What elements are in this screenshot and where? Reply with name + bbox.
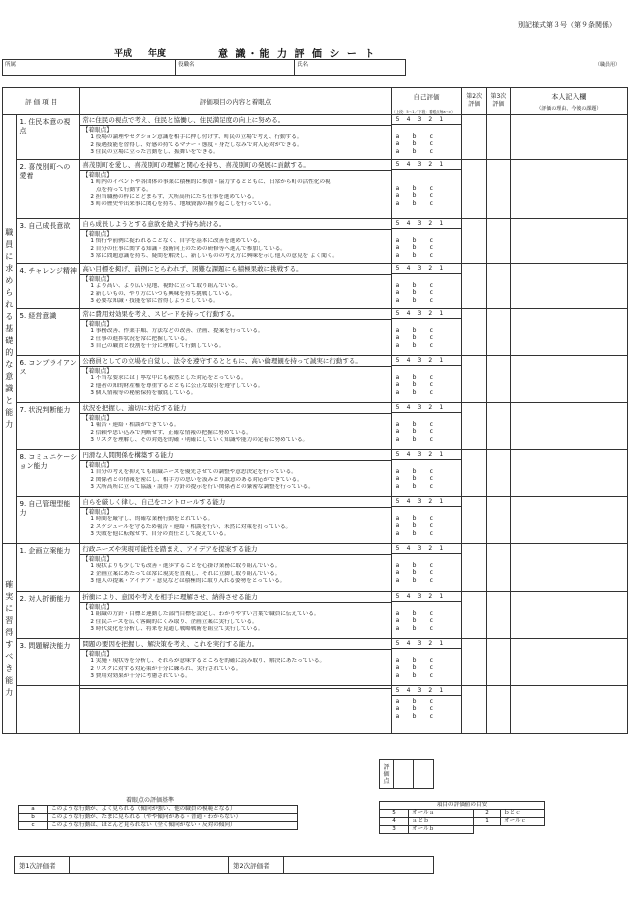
point-label: 【着眼点】 [82, 276, 113, 283]
memo-cell[interactable] [510, 403, 627, 450]
item-standard: 行政ニーズや実現可能性を踏まえ、アイデアを提案する能力 [80, 544, 390, 555]
abc-options[interactable]: a b c [395, 185, 433, 192]
score-options[interactable]: 5 4 3 2 1 [392, 450, 462, 460]
abc-options[interactable]: a b c [395, 475, 433, 483]
abc-options[interactable]: a b c [395, 569, 433, 577]
point-text: 1 事務改善、作業手順、方法などの改善、企画、提案を行っている。 [90, 328, 264, 335]
point-text: 3 大所高所に立って協議・説得・方針の提示を行い関係者との緊密な調整を行っている。 [90, 483, 314, 490]
abc-options[interactable]: a b c [395, 296, 433, 304]
item-content [80, 264, 391, 309]
abc-options[interactable]: a b c [395, 482, 433, 490]
second-score-cell[interactable] [462, 450, 487, 497]
criterion-row [3, 544, 628, 592]
point-label: 【着眼点】 [82, 172, 113, 179]
header-content: 評価項目の内容と着眼点 [80, 88, 391, 115]
point-text: 2 住民ニーズを広く客観的にくみ取り、企画立案に実行している。 [90, 618, 258, 625]
item-name: 7. 状況判断能力 [16, 403, 80, 450]
item-content [80, 160, 391, 219]
item-name: 6. コンプライアンス [16, 356, 80, 403]
point-text: 2 信頼や思い込みで判断せず、正確な情報の把握に努めている。 [90, 429, 252, 436]
criterion-row [3, 309, 628, 356]
score-options[interactable]: 5 4 3 2 1 [392, 497, 462, 507]
item-standard: 円滑な人間関係を構築する能力 [80, 450, 390, 461]
point-text: 3 必要な知識・技能を常に習得しようとしている。 [90, 297, 219, 304]
abc-options[interactable]: a b c [395, 289, 433, 297]
item-name: 3. 自己成長意欲 [16, 219, 80, 264]
category-label: 確実に習得すべき能力 [3, 544, 17, 734]
item-name: 4. チャレンジ精神 [16, 264, 80, 309]
point-text: 1 慣行や前例に捉われることなく、自学を基本に改善を進めている。 [90, 238, 264, 245]
item-name: 3. 問題解決能力 [16, 639, 80, 686]
second-score-cell[interactable] [462, 544, 487, 592]
item-standard: 常に住民の視点で考え、住民と協働し、住民満足度の向上に努める。 [80, 115, 390, 126]
point-text: 点を持って行動する。 [90, 186, 152, 193]
abc-options[interactable]: a b c [395, 515, 433, 522]
memo-cell[interactable] [510, 497, 627, 544]
point-text: 2 リスクに対する対応策が十分に練られ、実行されている。 [90, 665, 242, 672]
abc-options[interactable]: a b c [395, 705, 433, 713]
criteria-table [18, 805, 298, 830]
self-score-cell[interactable] [391, 497, 462, 544]
abc-options[interactable]: a b c [395, 133, 433, 140]
score-options[interactable]: 5 4 3 2 1 [392, 356, 462, 366]
third-score-cell[interactable] [487, 592, 511, 639]
second-score-cell[interactable] [462, 497, 487, 544]
guide-row: 5 オールａ 2 ｂとｃ [380, 810, 545, 818]
abc-options[interactable]: a b c [395, 334, 433, 342]
item-name [16, 686, 80, 734]
abc-options[interactable]: a b c [395, 282, 433, 289]
memo-cell[interactable] [510, 219, 627, 264]
item-content [80, 497, 391, 544]
abc-options[interactable]: a b c [395, 381, 433, 389]
point-text: 3 時代変化を分析し、将来を見通し戦略戦術を組立て実行している。 [90, 625, 264, 632]
score-options[interactable]: 5 4 3 2 1 [392, 639, 462, 649]
guide-table [379, 801, 545, 834]
point-text: 2 新しいもの、やり方にいつも興味を持ち挑戦している。 [90, 290, 236, 297]
point-text: 2 自分の仕事に関する知識・技術向上のための研修等へ進んで参加している。 [90, 245, 286, 252]
abc-options[interactable]: a b c [395, 140, 433, 148]
item-standard: 自らを厳しく律し、自己をコントロールする能力 [80, 497, 390, 508]
third-score-cell[interactable] [487, 686, 511, 734]
point-text: 1 時間を厳守し、的確な業務行動をとれている。 [90, 516, 214, 523]
point-text: 3 リスクを理解し、その対処を的確・明確にしていく知識や能力の定着に努めている。 [90, 436, 309, 443]
point-label: 【着眼点】 [82, 556, 113, 563]
point-text: 2 関係者との情報を密にし、相手方の思いを汲みとり誠意のある対応ができている。 [90, 476, 303, 483]
item-name: 5. 経営意識 [16, 309, 80, 356]
abc-options[interactable]: a b c [395, 327, 433, 334]
criterion-row [3, 356, 628, 403]
criteria-title: 着眼点の評価基準 [126, 797, 175, 804]
score-total-label: 評価点 [380, 760, 394, 789]
abc-options[interactable]: a b c [395, 388, 433, 396]
dept-field[interactable]: 所属 [3, 60, 176, 76]
evaluation-table [2, 87, 628, 734]
third-score-cell[interactable] [487, 115, 511, 160]
title-field[interactable]: 役職名 [176, 60, 295, 76]
item-standard: 自ら成長しようとする意欲を絶えず持ち続ける。 [80, 219, 390, 230]
form-note: （職員用） [594, 62, 620, 68]
second-score-cell[interactable] [462, 403, 487, 450]
item-standard: 折衝により、意図や考えを相手に理解させ、納得させる能力 [80, 592, 390, 603]
third-score-cell[interactable] [487, 219, 511, 264]
item-standard: 高い目標を掲げ、前例にとらわれず、困難な課題にも積極果敢に挑戦する。 [80, 264, 390, 275]
header-third: 第3次評価 [487, 88, 511, 115]
point-text: 1 報告・連絡・相談ができている。 [90, 422, 180, 429]
third-score-cell[interactable] [487, 544, 511, 592]
point-text: 3 常に問題意識を持ち、疑問を解決し、新しいものの考え方に興味を示し他人の意見を よく聞く。 [90, 252, 338, 259]
title-era: 平成 年度 [114, 49, 167, 59]
name-field[interactable]: 氏名 [295, 60, 406, 76]
self-score-cell[interactable] [391, 450, 462, 497]
item-standard [80, 686, 390, 689]
second-score-cell[interactable] [462, 160, 487, 219]
item-content [80, 219, 391, 264]
item-content [80, 115, 391, 160]
criterion-row [3, 497, 628, 544]
point-text: 2 スケジュールを守るため報告・連絡・相談を行い、未然に対策を打っている。 [90, 523, 292, 530]
score-options[interactable]: 5 4 3 2 1 [392, 309, 462, 319]
self-score-cell[interactable] [391, 309, 462, 356]
self-score-cell[interactable] [391, 264, 462, 309]
point-text: 3 自己の職責と役割を十分に理解して行動している。 [90, 342, 225, 349]
score-options[interactable]: 5 4 3 2 1 [392, 592, 462, 602]
item-content [80, 309, 391, 356]
criteria-row: c このような行動は、ほとんど見られない（全く傾向がない・反対の傾向） [19, 822, 298, 830]
point-label: 【着眼点】 [82, 462, 113, 469]
item-standard: 常に費用対効果を考え、スピードを持って行動する。 [80, 309, 390, 320]
self-score-cell[interactable] [391, 592, 462, 639]
info-row [2, 59, 406, 76]
point-label: 【着眼点】 [82, 415, 113, 422]
guide-row: 3 オールｂ [380, 826, 545, 834]
point-text: 3 個人情報等の秘密保持を徹底している。 [90, 389, 197, 396]
item-name: 1. 企画立案能力 [16, 544, 80, 592]
item-standard: 喜茂別町を愛し、喜茂別町の理解と関心を持ち、喜茂別町の発展に貢献する。 [80, 160, 390, 171]
header-item: 評 価 項 目 [3, 88, 80, 115]
criterion-row [3, 403, 628, 450]
first-evaluator-field[interactable] [70, 857, 229, 874]
score-options[interactable]: 5 4 3 2 1 [392, 219, 462, 229]
abc-options[interactable]: a b c [395, 562, 433, 569]
second-score-cell[interactable] [462, 115, 487, 160]
self-score-cell[interactable] [391, 115, 462, 160]
point-text: 2 企画立案にあたっては常に現実を直視し、それに立脚し取り組んでいる。 [90, 570, 281, 577]
point-text: 1 より高い、より広い見地、視野に立って取り組んでいる。 [90, 283, 242, 290]
abc-options[interactable]: a b c [395, 529, 433, 537]
point-label: 【着眼点】 [82, 604, 113, 611]
abc-options[interactable]: a b c [395, 468, 433, 475]
score-options[interactable]: 5 4 3 2 1 [392, 686, 462, 696]
abc-options[interactable]: a b c [395, 244, 433, 252]
guide-row: 4 ａとｂ 1 オールｃ [380, 818, 545, 826]
memo-cell[interactable] [510, 309, 627, 356]
abc-options[interactable]: a b c [395, 199, 433, 207]
header-second: 第2次評価 [462, 88, 487, 115]
self-score-cell[interactable] [391, 544, 462, 592]
criterion-row [3, 592, 628, 639]
self-score-cell[interactable] [391, 403, 462, 450]
memo-cell[interactable] [510, 356, 627, 403]
point-text: 3 失敗を他に転嫁せず、自分の責任として捉えている。 [90, 530, 230, 537]
self-score-cell[interactable] [391, 219, 462, 264]
score-options[interactable]: 5 4 3 2 1 [392, 264, 462, 274]
memo-cell[interactable] [510, 160, 627, 219]
third-score-cell[interactable] [487, 309, 511, 356]
point-label: 【着眼点】 [82, 368, 113, 375]
second-score-cell[interactable] [462, 219, 487, 264]
point-text: 3 費用対効果が十分に考慮されている。 [90, 672, 191, 679]
point-text: 1 実施・現状等を分析し、それらが意味するところを的確に読み取り、解決にあたっている。 [90, 658, 326, 665]
criterion-row [3, 264, 628, 309]
third-score-cell[interactable] [487, 450, 511, 497]
item-name: 2. 対人折衝能力 [16, 592, 80, 639]
criteria-row: a このような行動が、よく見られる（傾向が強い、他の職員の模範となる） [19, 806, 298, 814]
point-text: 1 町内のイベントや各団体の事業に積極的に参加・協力するとともに、日常から町の活性化の視 [90, 179, 331, 186]
item-name: 1. 住民本意の視点 [16, 115, 80, 160]
abc-options[interactable]: a b c [395, 657, 433, 664]
abc-options[interactable]: a b c [395, 624, 433, 632]
memo-cell[interactable] [510, 544, 627, 592]
self-score-cell[interactable] [391, 686, 462, 734]
second-score-cell[interactable] [462, 264, 487, 309]
self-score-cell[interactable] [391, 639, 462, 686]
abc-options[interactable]: a b c [395, 617, 433, 625]
point-text: 1 現状よりも少しでも改善・進歩することを心掛け業務に取り組んでいる。 [90, 563, 281, 570]
abc-options[interactable]: a b c [395, 698, 433, 705]
item-content [80, 592, 391, 639]
third-score-cell[interactable] [487, 403, 511, 450]
item-content [80, 639, 391, 686]
criterion-row [3, 160, 628, 219]
memo-cell[interactable] [510, 450, 627, 497]
point-label: 【着眼点】 [82, 321, 113, 328]
score-total-field[interactable] [394, 760, 414, 789]
header-self: 自己評価 （上段：5～1／下段：着眼点毎a～c） [391, 88, 462, 115]
item-content [80, 450, 391, 497]
point-label: 【着眼点】 [82, 127, 113, 134]
self-score-cell[interactable] [391, 160, 462, 219]
item-content [80, 544, 391, 592]
item-name: 2. 喜茂別町への愛着 [16, 160, 80, 219]
memo-cell[interactable] [510, 264, 627, 309]
score-options[interactable]: 5 4 3 2 1 [392, 115, 462, 125]
second-evaluator-label: 第2次評価者 [229, 857, 284, 874]
point-text: 1 不当な要求には丁寧な中にも毅然とした対応をとっている。 [90, 375, 247, 382]
item-standard: 状況を把握し、適切に対応する能力 [80, 403, 390, 414]
second-evaluator-field[interactable] [284, 857, 434, 874]
memo-cell[interactable] [510, 592, 627, 639]
third-score-cell[interactable] [487, 356, 511, 403]
item-name: 8. コミュニケーション能力 [16, 450, 80, 497]
self-score-cell[interactable] [391, 356, 462, 403]
abc-options[interactable]: a b c [395, 712, 433, 720]
score-total-box [379, 759, 434, 789]
guide-title: 項目の評価値の目安 [380, 802, 545, 810]
abc-options[interactable]: a b c [395, 522, 433, 530]
third-score-cell[interactable] [487, 497, 511, 544]
abc-options[interactable]: a b c [395, 576, 433, 584]
criterion-row [3, 686, 628, 734]
point-text: 3 他人の提案・アイデア・意見などは積極的に取り入れる姿勢をとっている。 [90, 577, 286, 584]
abc-options[interactable]: a b c [395, 435, 433, 443]
criterion-row [3, 115, 628, 160]
abc-options[interactable]: a b c [395, 147, 433, 155]
criterion-row [3, 450, 628, 497]
point-text: 2 仕事の進捗状況を常に把握している。 [90, 335, 191, 342]
criteria-row: b このような行動が、たまに見られる（やや傾向がある・普通・わからない） [19, 814, 298, 822]
memo-cell[interactable] [510, 115, 627, 160]
second-score-cell[interactable] [462, 686, 487, 734]
point-label: 【着眼点】 [82, 231, 113, 238]
signer-row [14, 856, 434, 874]
point-text: 2 接遇技能を習得し、好感の持てるマナー・態度・身だしなみで対人応対ができる。 [90, 141, 303, 148]
abc-options[interactable]: a b c [395, 421, 433, 428]
item-standard: 問題の要因を把握し、解決策を考え、これを実行する能力。 [80, 639, 390, 650]
memo-cell[interactable] [510, 686, 627, 734]
item-standard: 公務員としての立場を自覚し、法令を遵守するとともに、高い倫理観を持って誠実に行動する。 [80, 356, 390, 367]
abc-options[interactable]: a b c [395, 374, 433, 381]
third-score-cell[interactable] [487, 264, 511, 309]
point-text: 2 他者の知的財産権を尊重するとともに公正な取引を遵守している。 [90, 382, 264, 389]
form-number: 別記様式第３号（第９条関係） [518, 21, 616, 29]
abc-options[interactable]: a b c [395, 671, 433, 679]
second-score-cell[interactable] [462, 639, 487, 686]
abc-options[interactable]: a b c [395, 428, 433, 436]
point-label: 【着眼点】 [82, 509, 113, 516]
item-name: 9. 自己管理型能力 [16, 497, 80, 544]
third-score-cell[interactable] [487, 160, 511, 219]
third-score-cell[interactable] [487, 639, 511, 686]
score-options[interactable]: 5 4 3 2 1 [392, 403, 462, 413]
point-text: 3 住民の立場に立った言動をし、振舞いをできる。 [90, 148, 219, 155]
header-memo: 本人記入欄 （評価の理由、今後の課題） [510, 88, 627, 115]
abc-options[interactable]: a b c [395, 664, 433, 672]
point-text: 1 組織の方針・目標と連動した部門目標を設定し、わかりやすい言葉で職員に伝えている。 [90, 611, 320, 618]
first-evaluator-label: 第1次評価者 [15, 857, 70, 874]
abc-options[interactable]: a b c [395, 237, 433, 244]
abc-options[interactable]: a b c [395, 192, 433, 200]
point-text: 1 役場の論理やセクション意識を相手に押し付けず、町民の立場で考え、行動する。 [90, 134, 303, 141]
score-options[interactable]: 5 4 3 2 1 [392, 544, 462, 554]
header-row [3, 88, 628, 115]
point-text: 2 担当職務の枠にとどまらず、大所高所にたち仕事を進めている。 [90, 193, 258, 200]
page-title: 意 識・能 力 評 価 シ ー ト [218, 49, 377, 60]
score-total-field-2[interactable] [414, 760, 434, 789]
second-score-cell[interactable] [462, 309, 487, 356]
score-options[interactable]: 5 4 3 2 1 [392, 160, 462, 170]
item-content [80, 403, 391, 450]
point-text: 1 自分の考えを抑えても組織ニーズを優先させての調整や意思決定を行っている。 [90, 469, 297, 476]
second-score-cell[interactable] [462, 592, 487, 639]
memo-cell[interactable] [510, 639, 627, 686]
category-label: 職員に求められる基礎的な意識と能力 [3, 115, 17, 544]
second-score-cell[interactable] [462, 356, 487, 403]
item-content [80, 356, 391, 403]
abc-options[interactable]: a b c [395, 251, 433, 259]
item-content [80, 686, 391, 734]
point-label: 【着眼点】 [82, 651, 113, 658]
point-text: 3 町の歴史や出来事に関心を持ち、地域資源の掘り起こしを行っている。 [90, 201, 275, 208]
abc-options[interactable]: a b c [395, 341, 433, 349]
criterion-row [3, 639, 628, 686]
criterion-row [3, 219, 628, 264]
abc-options[interactable]: a b c [395, 610, 433, 617]
